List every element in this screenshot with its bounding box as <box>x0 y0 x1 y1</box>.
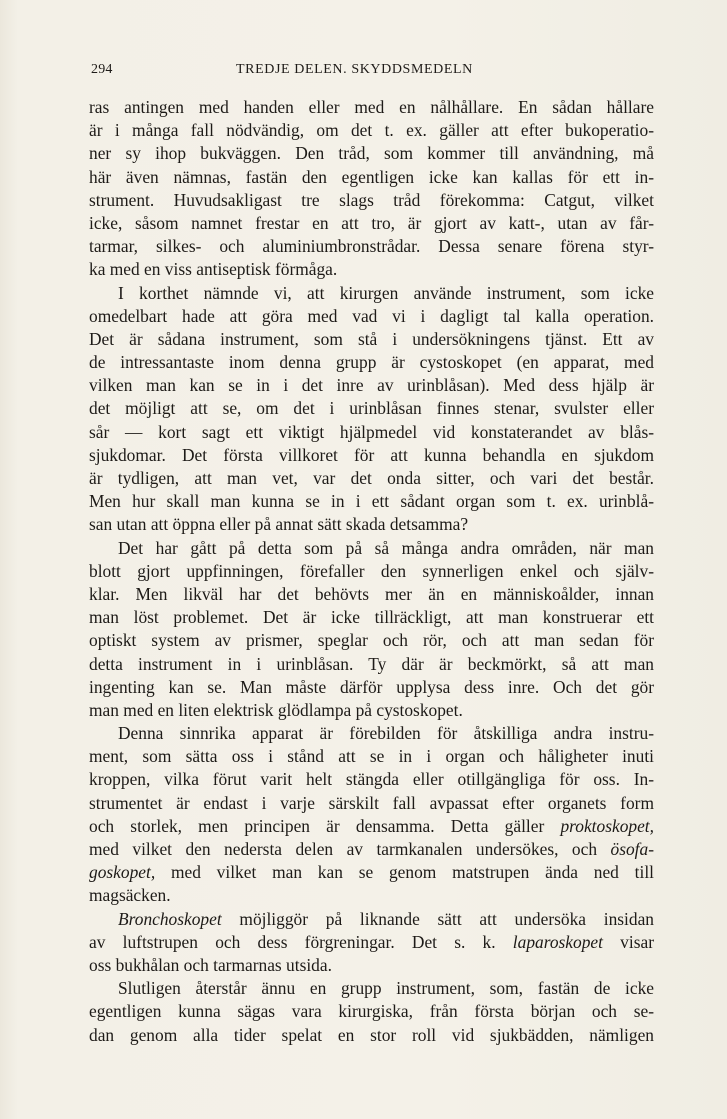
text-line <box>89 583 654 606</box>
text-line <box>89 629 654 652</box>
text-line <box>89 954 654 977</box>
text-line <box>89 513 654 536</box>
text-line <box>89 745 654 768</box>
text-line <box>89 861 654 884</box>
text-line <box>89 1024 654 1047</box>
text-line <box>89 189 654 212</box>
text-line <box>89 676 654 699</box>
text-line <box>89 282 654 305</box>
text-line <box>89 490 654 513</box>
text-segment: här även nämnas, fastän den egentligen icke kan kallas för ett in- <box>89 166 654 187</box>
text-segment: Det har gått på detta som på så många andra områden, när man <box>118 537 654 558</box>
text-segment: I korthet nämnde vi, att kirurgen använde instrument, som icke <box>118 282 654 303</box>
text-segment: ner sy ihop bukväggen. Den tråd, som kommer till användning, må <box>89 143 654 164</box>
text-line <box>89 142 654 165</box>
text-line <box>89 166 654 189</box>
text-line <box>89 305 654 328</box>
page-number: 294 <box>91 62 113 77</box>
text-segment: detta instrument in i urinblåsan. Ty där är beckmörkt, så att man <box>89 653 654 674</box>
text-segment: san utan att öppna eller på annat sätt skada detsamma? <box>89 514 469 535</box>
text-segment: är i många fall nödvändig, om det t. ex. gäller att efter bukoperatio- <box>89 120 654 141</box>
text-line <box>89 374 654 397</box>
text-segment: Men hur skall man kunna se in i ett sådant organ som t. ex. urinblå- <box>89 491 654 512</box>
text-line <box>89 768 654 791</box>
running-title: TREDJE DELEN. SKYDDSMEDELN <box>236 62 473 77</box>
text-segment: ingenting kan se. Man måste därför upplysa dess inre. Och det gör <box>89 676 654 697</box>
text-line <box>89 351 654 374</box>
text-line <box>89 444 654 467</box>
italic-term: ösofa- <box>610 839 654 859</box>
text-line <box>89 792 654 815</box>
text-segment: magsäcken. <box>89 885 171 906</box>
text-segment: Denna sinnrika apparat är förebilden för åtskilliga andra instru- <box>118 723 654 744</box>
text-line <box>89 397 654 420</box>
text-segment: egentligen kunna sägas vara kirurgiska, från första början och se- <box>89 1001 654 1022</box>
text-line <box>89 421 654 444</box>
text-segment: visar <box>602 931 654 952</box>
text-line <box>89 560 654 583</box>
text-segment: oss bukhålan och tarmarnas utsida. <box>89 954 332 975</box>
text-segment: möjliggör på liknande sätt att undersöka insidan <box>221 908 654 929</box>
text-line <box>89 884 654 907</box>
text-segment: och storlek, men principen är densamma. Detta gäller <box>89 815 561 836</box>
text-segment: icke, såsom namnet frestar en att tro, är gjort av katt-, utan av får- <box>89 212 654 233</box>
text-line <box>89 119 654 142</box>
text-line <box>89 908 654 931</box>
text-segment: dan genom alla tider spelat en stor roll vid sjukbädden, nämligen <box>89 1024 654 1045</box>
text-segment: man med en liten elektrisk glödlampa på cystoskopet. <box>89 699 463 720</box>
text-segment: strument. Huvudsakligast tre slags tråd förekomma: Catgut, vilket <box>89 189 654 210</box>
text-line <box>89 606 654 629</box>
text-segment: är tydligen, att man vet, var det onda sitter, och vari det består. <box>89 468 654 488</box>
body-text <box>89 96 654 1047</box>
text-line <box>89 212 654 235</box>
italic-term: laparoskopet <box>512 931 603 952</box>
text-segment: strumentet är endast i varje särskilt fall avpassat efter organets form <box>89 792 654 813</box>
text-segment: kroppen, vilka förut varit helt stängda eller otillgängliga för oss. In- <box>89 769 654 790</box>
text-segment: Slutligen återstår ännu en grupp instrument, som, fastän de icke <box>118 978 654 999</box>
text-line <box>89 328 654 351</box>
text-segment: ka med en viss antiseptisk förmåga. <box>89 259 338 280</box>
text-segment: det möjligt att se, om det i urinblåsan finnes stenar, svulster eller <box>89 398 654 419</box>
text-segment: sjukdomar. Det första villkoret för att kunna behandla en sjukdom <box>89 444 654 465</box>
text-line <box>89 467 654 490</box>
text-segment: tarmar, silkes- och aluminiumbronstrådar. Dessa senare förena styr- <box>89 236 654 257</box>
text-line <box>89 977 654 1000</box>
italic-term: goskopet, <box>89 862 156 883</box>
text-line <box>89 537 654 560</box>
text-line <box>89 235 654 258</box>
text-segment: de intressantaste inom denna grupp är cystoskopet (en apparat, med <box>89 352 654 373</box>
text-line <box>89 838 654 861</box>
italic-term: proktoskopet, <box>560 815 654 836</box>
text-segment: av luftstrupen och dess förgreningar. Det s. k. <box>89 931 513 952</box>
text-line <box>89 722 654 745</box>
text-segment: omedelbart hade att göra med vad vi i dagligt tal kalla operation. <box>89 305 654 326</box>
text-segment: sår — kort sagt ett viktigt hjälpmedel vid konstaterandet av blås- <box>89 421 654 442</box>
text-segment: med vilket den nedersta delen av tarmkanalen undersökes, och <box>89 839 611 859</box>
text-line <box>89 931 654 954</box>
text-line <box>89 96 654 119</box>
text-line <box>89 653 654 676</box>
text-line <box>89 258 654 281</box>
text-segment: ment, som sätta oss i stånd att se in i organ och håligheter inuti <box>89 746 654 767</box>
text-segment: optiskt system av prismer, speglar och rör, och att man sedan för <box>89 630 654 651</box>
text-line <box>89 1000 654 1023</box>
text-line <box>89 815 654 838</box>
text-segment: ras antingen med handen eller med en nålhållare. En sådan hållare <box>89 97 654 117</box>
text-segment: blott gjort uppfinningen, förefaller den synnerligen enkel och själv- <box>89 560 654 581</box>
italic-term: Bronchoskopet <box>118 908 222 929</box>
text-segment: klar. Men likväl har det behövts mer än en människoålder, innan <box>89 583 654 604</box>
text-segment: Det är sådana instrument, som stå i undersökningens tjänst. Ett av <box>89 328 654 349</box>
text-segment: vilken man kan se in i det inre av urinblåsan). Med dess hjälp är <box>89 375 654 396</box>
text-segment: med vilket man kan se genom matstrupen ända ned till <box>155 862 654 883</box>
page-header <box>91 62 654 84</box>
text-segment: man löst problemet. Det är icke tillräckligt, att man konstruerar ett <box>89 607 654 628</box>
text-line <box>89 699 654 722</box>
